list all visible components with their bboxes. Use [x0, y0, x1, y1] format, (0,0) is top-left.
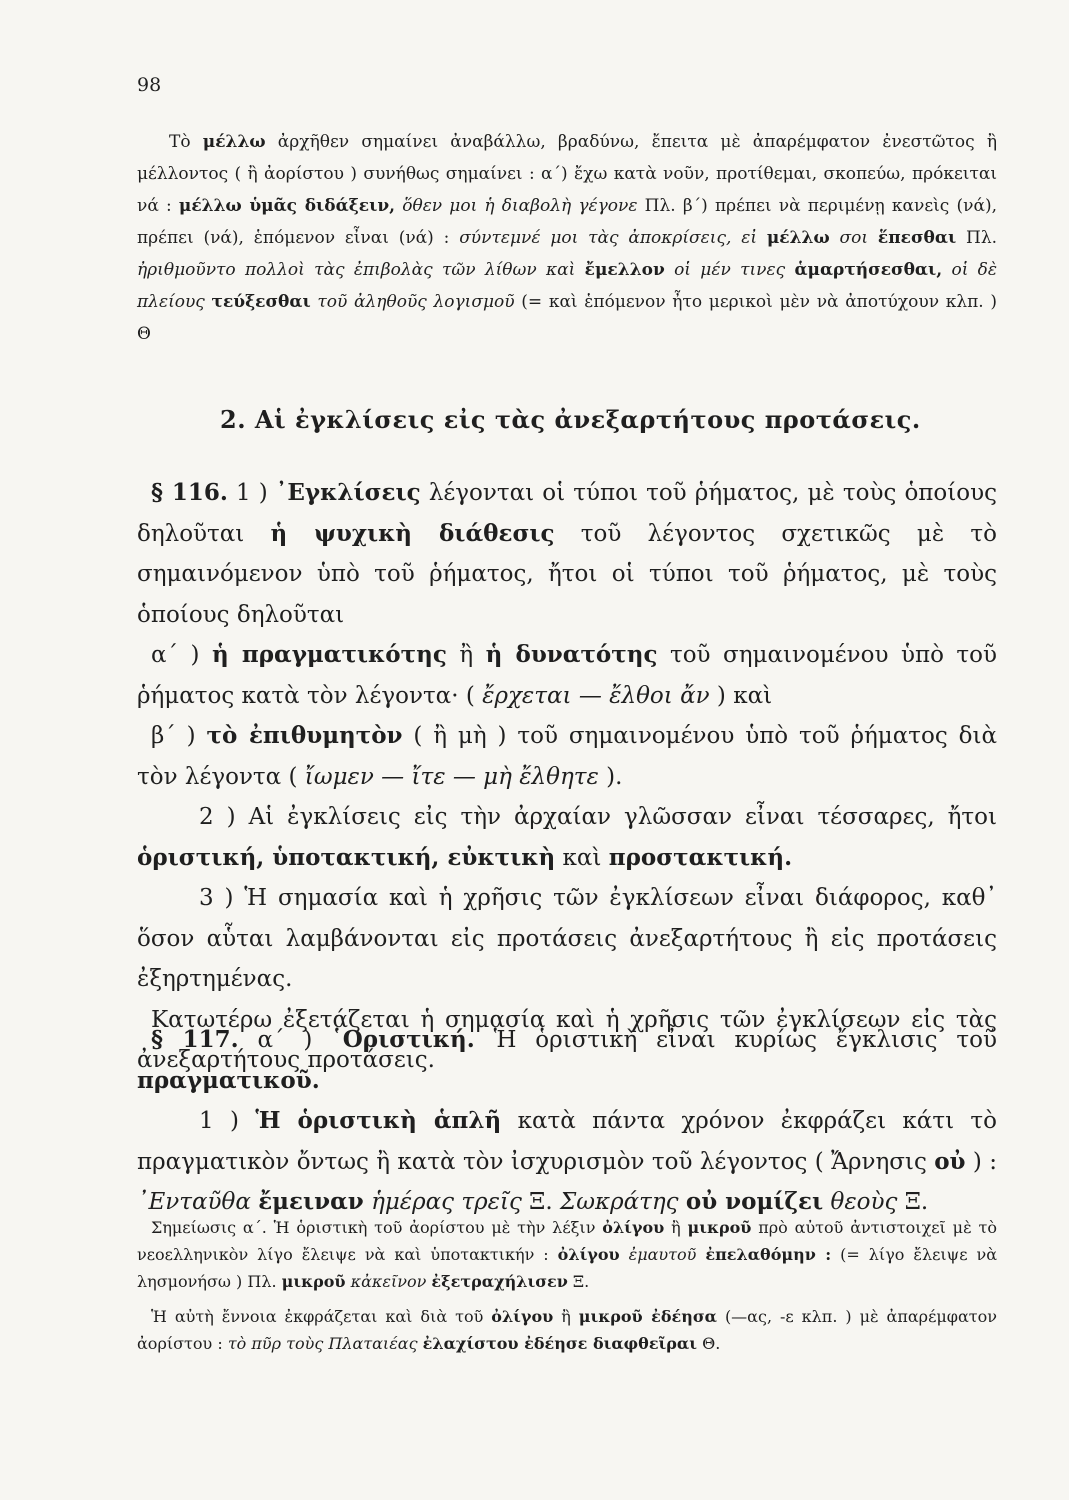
sec116-point-4: Κατωτέρω ἐξετάζεται ἡ σημασία καὶ ἡ χρῆσις τῶν ἐγκλίσεων εἰς τὰς ἀνεξαρτήτους προτάσεις. — [137, 1006, 997, 1073]
section-117 — [137, 1020, 997, 1223]
sec117-head: § 117. α΄ ) ῾Οριστική. Ἡ ὁριστικὴ εἶναι κυρίως ἔγκλισις τοῦ πραγματικοῦ. — [137, 1026, 997, 1094]
sec117-point-1: 1 ) Ἡ ὁριστικὴ ἁπλῆ κατὰ πάντα χρόνον ἐκφράζει κάτι τὸ πραγματικὸν ὄντως ἢ κατὰ τὸν ἰσχυρισμὸν τοῦ λέγοντος ( Ἄρνησις οὐ ) : ᾿Ενταῦθα ἔμειναν ἡμέρας τρεῖς Ξ. Σωκράτης οὐ νομίζει θεοὺς Ξ. — [137, 1107, 998, 1215]
section-116 — [137, 473, 997, 1081]
notes — [137, 1214, 997, 1357]
mello-paragraph — [137, 126, 997, 350]
note-alpha: Σημείωσις α΄. Ἡ ὁριστικὴ τοῦ ἀορίστου μὲ τὴν λέξιν ὀλίγου ἢ μικροῦ πρὸ αὐτοῦ ἀντιστοιχεῖ μὲ τὸ νεοελληνικὸν λίγο ἔλειψε νὰ καὶ ὑποτακτικήν : ὀλίγου ἐμαυτοῦ ἐπελαθόμην : (= λίγο ἔλειψε νὰ λησμονήσω ) Πλ. μικροῦ κἀκεῖνον ἐξετραχήλισεν Ξ. — [137, 1218, 998, 1291]
sec116-definition: § 116. 1 ) ᾿Εγκλίσεις λέγονται οἱ τύποι τοῦ ῥήματος, μὲ τοὺς ὁποίους δηλοῦται ἡ ψυχικὴ διάθεσις τοῦ λέγοντος σχετικῶς μὲ τὸ σημαινόμενον ὑπὸ τοῦ ῥήματος, ἤτοι οἱ τύποι τοῦ ῥήματος, μὲ τοὺς ὁποίους δηλοῦται — [137, 479, 997, 628]
sec116-item-a: α΄ ) ἡ πραγματικότης ἢ ἡ δυνατότης τοῦ σημαινομένου ὑπὸ τοῦ ῥήματος κατὰ τὸν λέγοντα· ( ἔρχεται — ἔλθοι ἄν ) καὶ — [137, 641, 997, 709]
sec116-point-3: 3 ) Ἡ σημασία καὶ ἡ χρῆσις τῶν ἐγκλίσεων εἶναι διάφορος, καθ᾿ ὅσον αὗται λαμβάνονται εἰς προτάσεις ἀνεξαρτήτους ἢ εἰς προτάσεις ἐξηρτημένας. — [137, 885, 997, 992]
mello-text: Τὸ μέλλω ἀρχῆθεν σημαίνει ἀναβάλλω, βραδύνω, ἔπειτα μὲ ἀπαρέμφατον ἐνεστῶτος ἢ μέλλοντος ( ἢ ἀορίστου ) συνήθως σημαίνει : α΄) ἔχω κατὰ νοῦν, προτίθεμαι, σκοπεύω, πρόκειται νά : μέλλω ὑμᾶς διδάξειν, ὅθεν μοι ἡ διαβολὴ γέγονε Πλ. β΄) πρέπει νὰ περιμένῃ κανεὶς (νά), πρέπει (νά), ἑπόμενον εἶναι (νά) : σύντεμνέ μοι τὰς ἀποκρίσεις, εἰ μέλλω σοι ἕπεσθαι Πλ. ἠριθμοῦντο πολλοὶ τὰς ἐπιβολὰς τῶν λίθων καὶ ἔμελλον οἱ μέν τινες ἁμαρτήσεσθαι, οἱ δὲ πλείους τεύξεσθαι τοῦ ἀληθοῦς λογισμοῦ (= καὶ ἑπόμενον ἦτο μερικοὶ μὲν νὰ ἀποτύχουν κλπ. ) Θ — [137, 132, 998, 344]
note-second: Ἡ αὐτὴ ἔννοια ἐκφράζεται καὶ διὰ τοῦ ὀλίγου ἢ μικροῦ ἐδέησα (—ας, -ε κλπ. ) μὲ ἀπαρέμφατον ἀορίστου : τὸ πῦρ τοὺς Πλαταιέας ἐλαχίστου ἐδέησε διαφθεῖραι Θ. — [137, 1307, 997, 1353]
sec116-item-b: β΄ ) τὸ ἐπιθυμητὸν ( ἢ μὴ ) τοῦ σημαινομένου ὑπὸ τοῦ ῥήματος διὰ τὸν λέγοντα ( ἴωμεν — ἴτε — μὴ ἔλθητε ). — [137, 722, 997, 790]
page-number: 98 — [137, 74, 162, 96]
section-heading: 2. Αἱ ἐγκλίσεις εἰς τὰς ἀνεξαρτήτους προτάσεις. — [220, 405, 921, 434]
sec116-point-2: 2 ) Αἱ ἐγκλίσεις εἰς τὴν ἀρχαίαν γλῶσσαν εἶναι τέσσαρες, ἤτοι ὁριστική, ὑποτακτική, εὐκτικὴ καὶ προστακτική. — [137, 804, 997, 871]
